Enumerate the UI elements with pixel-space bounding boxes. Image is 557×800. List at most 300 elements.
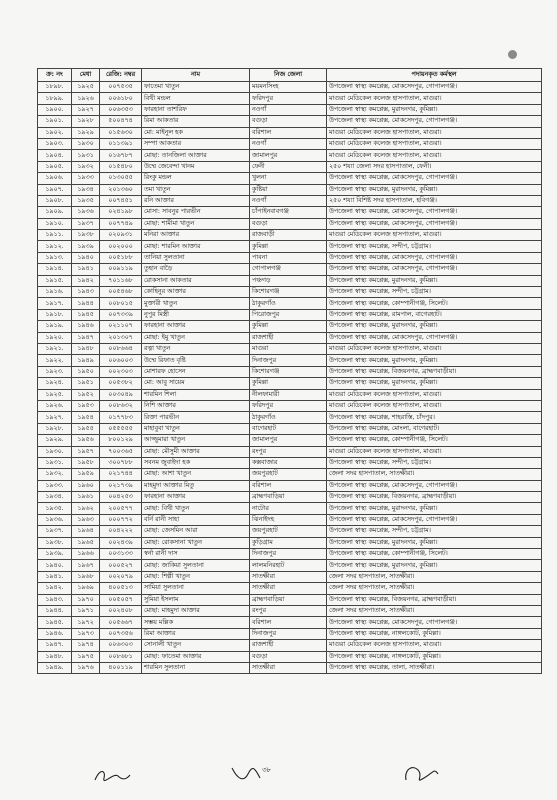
cell-workplace: উপজেলা স্বাস্থ্য কমপ্লেক্স, মোকসেদপুর, গোপালগঞ্জ। [327,480,542,491]
cell-reg-no: ০০৫৬৬৭ [100,617,142,628]
cell-reg-no: ০০২৪৩৯ [100,537,142,548]
cell-workplace: উপজেলা স্বাস্থ্য কমপ্লেক্স, মোকসেদপুর, গোপালগঞ্জ। [327,207,542,218]
cell-merit: ১৯৬১ [72,492,100,503]
cell-home-district: দিনাজপুর [250,628,327,639]
cell-merit: ১৯২৫ [72,82,100,93]
cell-reg-no: ০০৭৩৩৯ [100,309,142,320]
cell-workplace: উপজেলা স্বাস্থ্য কমপ্লেক্স, সন্দীপ, চট্টগ্রাম। [327,241,542,252]
cell-home-district: পিরোজপুর [250,309,327,320]
cell-merit: ১৯৩০ [72,138,100,149]
cell-serial: ১৯৩৬. [38,514,72,525]
cell-merit: ১৯৭০ [72,594,100,605]
cell-name: মোছা: মাহমুদা আক্তার [142,605,250,616]
cell-reg-no: ০০৫৪৬৮ [100,287,142,298]
cell-home-district: কিশোরগঞ্জ [250,366,327,377]
cell-name: মোছা: শারমিন আক্তার [142,241,250,252]
cell-serial: ১৯০৫. [38,161,72,172]
signature-right [400,762,440,788]
cell-serial: ১৯২৯. [38,435,72,446]
cell-merit: ১৯৬৫ [72,537,100,548]
table-row [38,594,542,605]
cell-reg-no: ০২১৭৩৯ [100,480,142,491]
cell-serial: ১৯১৩. [38,252,72,263]
cell-home-district: ঠাকুরগাঁও [250,412,327,423]
cell-reg-no: ০৫৫৫৫৫ [100,423,142,434]
cell-name: সবনম জুবাইদা হক [142,457,250,468]
cell-reg-no: ০০২৪০৮ [100,605,142,616]
table-row [38,435,542,446]
cell-home-district: কুষ্টিয়া [250,184,327,195]
cell-reg-no: ০০৭৪৫১ [100,195,142,206]
cell-merit: ১৯২৮ [72,116,100,127]
cell-workplace: উপজেলা স্বাস্থ্য কমপ্লেক্স, নাঙ্গলকোট, কুমিল্লা। [327,628,542,639]
cell-reg-no: ৭০০৩৬৫ [100,446,142,457]
cell-reg-no: ০১৬৭৮৭ [100,150,142,161]
cell-reg-no: ৭০১১৬৮ [100,275,142,286]
cell-home-district: মাগুরা [250,343,327,354]
cell-home-district: কিশোরগঞ্জ [250,287,327,298]
cell-workplace: উপজেলা স্বাস্থ্য কমপ্লেক্স, মুরাদনগর, কুমিল্লা। [327,537,542,548]
cell-workplace: জেলা সদর হাসপাতাল, সাতক্ষীরা। [327,469,542,480]
cell-workplace: মাগুরা মেডিকেল কলেজ হাসপাতাল, মাগুরা। [327,230,542,241]
cell-serial: ১৯৪৫. [38,617,72,628]
cell-home-district: নাটোর [250,503,327,514]
cell-reg-no: ৪০০১১৯ [100,662,142,673]
table-row [38,93,542,104]
cell-workplace: উপজেলা স্বাস্থ্য কমপ্লেক্স, বিজয়নগর, ব্রাহ্মণবাড়ীয়া। [327,492,542,503]
cell-name: মোছা: ইমু খাতুন [142,332,250,343]
cell-merit: ১৯৩১ [72,150,100,161]
cell-merit: ১৯৩৫ [72,195,100,206]
cell-workplace: উপজেলা স্বাস্থ্য কমপ্লেক্স, মোকসেদপুর, গোপালগঞ্জ। [327,82,542,93]
cell-workplace: উপজেলা স্বাস্থ্য কমপ্লেক্স, মুরাদনগর, কুমিল্লা। [327,184,542,195]
cell-workplace: মাগুরা মেডিকেল কলেজ হাসপাতাল, মাগুরা। [327,150,542,161]
cell-reg-no: ০০৩০৪৯ [100,389,142,400]
header-reg-no: রেজি: নম্বর [100,69,142,82]
cell-name: মোছা: তানজিলা আক্তার [142,150,250,161]
cell-serial: ১৯০৪. [38,150,72,161]
cell-reg-no: ০০৮৬৩২ [100,400,142,411]
cell-workplace: উপজেলা স্বাস্থ্য কমপ্লেক্স, রামপাল, বাগেরহাট। [327,309,542,320]
cell-reg-no: ০০৭৭৪৯ [100,218,142,229]
cell-home-district: পাবনা [250,252,327,263]
cell-serial: ১৯২৪. [38,378,72,389]
cell-reg-no: ০০৮৬৬৪ [100,343,142,354]
cell-merit: ১৯৫২ [72,389,100,400]
cell-workplace: উপজেলা স্বাস্থ্য কমপ্লেক্স, নাঙ্গলকোট, কুমিল্লা। [327,651,542,662]
cell-reg-no: ০০৮৬৮১ [100,651,142,662]
cell-workplace: উপজেলা স্বাস্থ্য কমপ্লেক্স, মুরাদনগর, কুমিল্লা। [327,503,542,514]
cell-home-district: ময়মনসিংহ [250,82,327,93]
cell-name: মোছা: শিল্পী খাতুন [142,571,250,582]
cell-serial: ১৯৪০. [38,560,72,571]
cell-name: সম্ভয় মল্লিক [142,617,250,628]
table-row [38,423,542,434]
cell-home-district: পঞ্চগড় [250,275,327,286]
cell-workplace: উপজেলা স্বাস্থ্য কমপ্লেক্স, বিজয়নগর, ব্রাহ্মণবাড়ীয়া। [327,594,542,605]
cell-reg-no: ০০২০০০ [100,241,142,252]
cell-serial: ১৯২৮. [38,423,72,434]
cell-home-district: রংপুর [250,605,327,616]
cell-serial: ১৯৪৯. [38,662,72,673]
cell-serial: ১৯১৫. [38,275,72,286]
cell-workplace: উপজেলা স্বাস্থ্য কমপ্লেক্স, মোকসেদপুর, গোপালগঞ্জ। [327,116,542,127]
table-row [38,298,542,309]
cell-merit: ১৯৬৭ [72,560,100,571]
table-row [38,628,542,639]
cell-serial: ১৮৯৯. [38,93,72,104]
cell-merit: ১৯৬৩ [72,514,100,525]
cell-merit: ১৯৩২ [72,161,100,172]
cell-name: নুপুর মিস্ত্রী [142,309,250,320]
cell-home-district: রংপুর [250,446,327,457]
cell-reg-no: ০১৩০৫৫ [100,173,142,184]
cell-home-district: বগুড়া [250,116,327,127]
cell-name: মোছা: মৌসুমী আক্তার [142,446,250,457]
cell-home-district: ফেনী [250,161,327,172]
cell-name: সুমিয়া ইসলাম [142,594,250,605]
cell-workplace: উপজেলা স্বাস্থ্য কমপ্লেক্স, সন্দীপ, চট্টগ্রাম। [327,287,542,298]
table-row [38,138,542,149]
cell-workplace: জেলা সদর হাসপাতাল, সাতক্ষীরা। [327,583,542,594]
cell-serial: ১৯১২. [38,241,72,252]
cell-name: সম্পা আকতার [142,138,250,149]
cell-reg-no: ০০২৩০৩ [100,366,142,377]
cell-workplace: উপজেলা স্বাস্থ্য কমপ্লেক্স, মোংলা, বাগেরহাট। [327,423,542,434]
cell-merit: ১৯৫৯ [72,469,100,480]
cell-workplace: উপজেলা স্বাস্থ্য কমপ্লেক্স, মুরাদনগর, কুমিল্লা। [327,321,542,332]
header-workplace: পদায়নকৃত কর্মস্থল [327,69,542,82]
cell-merit: ১৯৪৯ [72,355,100,366]
cell-name: রনি আক্তার [142,195,250,206]
cell-reg-no: ২০১৩০৭ [100,332,142,343]
table-row [38,252,542,263]
cell-serial: ১৯২৩. [38,366,72,377]
cell-serial: ১৯৩৭. [38,526,72,537]
cell-merit: ১৯৬৮ [72,571,100,582]
cell-serial: ১৯০৩. [38,138,72,149]
cell-merit: ১৯৪২ [72,275,100,286]
cell-home-district: নওগাঁ [250,195,327,206]
cell-name: তমা খাতুন [142,184,250,195]
cell-name: ফারহানা আক্তার [142,321,250,332]
cell-reg-no: ৩০০৭৮৮ [100,457,142,468]
cell-merit: ১৯৩৮ [72,230,100,241]
table-row [38,241,542,252]
table-row [38,480,542,491]
signature-area [0,760,557,800]
cell-workplace: জেলা সদর হাসপাতাল, সাতক্ষীরা। [327,571,542,582]
cell-home-district: বরিশাল [250,617,327,628]
cell-name: মনিরা আক্তার [142,230,250,241]
cell-name: মুক্তারী খাতুন [142,298,250,309]
table-row [38,389,542,400]
cell-home-district: বগুড়া [250,218,327,229]
cell-merit: ১৯৭৪ [72,640,100,651]
cell-name: ফারহানা তাশরিফ [142,104,250,115]
cell-home-district: কুড়িগ্রাম [250,537,327,548]
table-row [38,503,542,514]
cell-serial: ১৯৩১. [38,457,72,468]
table-row [38,230,542,241]
cell-name: সোনালী খাতুন [142,640,250,651]
cell-home-district: নওগাঁ [250,138,327,149]
cell-merit: ১৯৪১ [72,264,100,275]
cell-home-district: ফরিদপুর [250,93,327,104]
cell-serial: ১৯৪১. [38,571,72,582]
cell-home-district: কুমিল্লা [250,321,327,332]
table-row [38,195,542,206]
cell-serial: ১৯২২. [38,355,72,366]
cell-serial: ১৯৪৬. [38,628,72,639]
cell-workplace: উপজেলা স্বাস্থ্য কমপ্লেক্স, তালা, সাতক্ষীরা। [327,662,542,673]
table-row [38,161,542,172]
cell-workplace: উপজেলা স্বাস্থ্য কমপ্লেক্স, কোম্পানীগঞ্জ, সিলেট। [327,298,542,309]
table-row [38,116,542,127]
cell-workplace: উপজেলা স্বাস্থ্য কমপ্লেক্স, মুরাদনগর, কুমিল্লা। [327,104,542,115]
cell-home-district: নওগাঁ [250,104,327,115]
cell-serial: ১৯০৮. [38,195,72,206]
cell-serial: ১৯২১. [38,343,72,354]
cell-serial: ১৯২৭. [38,412,72,423]
cell-name: ফারহানা আক্তার [142,492,250,503]
cell-merit: ১৯৬২ [72,503,100,514]
table-row [38,275,542,286]
cell-merit: ১৯৩৪ [72,184,100,195]
cell-reg-no: ০২১৭৪৪ [100,469,142,480]
cell-merit: ১৯৪৬ [72,321,100,332]
cell-workplace: উপজেলা স্বাস্থ্য কমপ্লেক্স, মোকসেদপুর, গোপালগঞ্জ। [327,617,542,628]
cell-workplace: উপজেলা স্বাস্থ্য কমপ্লেক্স, বিজয়নগর, ব্রাহ্মণবাড়ীয়া। [327,366,542,377]
cell-workplace: মাগুরা মেডিকেল কলেজ হাসপাতাল, মাগুরা। [327,343,542,354]
cell-serial: ১৯৪২. [38,583,72,594]
table-row [38,617,542,628]
cell-name: বিথী মন্ডল [142,93,250,104]
cell-workplace: মাগুরা মেডিকেল কলেজ হাসপাতাল, মাগুরা। [327,127,542,138]
cell-name: মোছা: রোকসানা খাতুন [142,537,250,548]
cell-workplace: মাগুরা মেডিকেল কলেজ হাসপাতাল, মাগুরা। [327,446,542,457]
cell-home-district: ব্রাহ্মণবাড়িয়া [250,594,327,605]
cell-reg-no: ০০৮০১৫ [100,298,142,309]
header-home-district: নিজ জেলা [250,69,327,82]
cell-name: মো: আবু সায়েম [142,378,250,389]
cell-serial: ১৯০৯. [38,207,72,218]
cell-name: রিমা আক্তার [142,628,250,639]
cell-serial: ১৯৩২. [38,469,72,480]
cell-serial: ১৯৩৮. [38,537,72,548]
table-row [38,104,542,115]
cell-home-district: দিনাজপুর [250,549,327,560]
cell-workplace: ২৫০ শয্যা জেলা সদর হাসপাতাল, ফেনী। [327,161,542,172]
cell-workplace: মাগুরা মেডিকেল কলেজ হাসপাতাল, মাগুরা। [327,389,542,400]
cell-merit: ১৯৬০ [72,480,100,491]
table-row [38,82,542,93]
cell-reg-no: ০০৩১৩৩ [100,549,142,560]
cell-name: মোছা: ফাতেমা আক্তার [142,651,250,662]
cell-merit: ১৯৪০ [72,252,100,263]
cell-workplace: উপজেলা স্বাস্থ্য কমপ্লেক্স, মোকসেদপুর, গোপালগঞ্জ। [327,252,542,263]
table-row [38,366,542,377]
cell-home-district: দিনাজপুর [250,355,327,366]
cell-home-district: জয়পুরহাট [250,526,327,537]
table-row [38,662,542,673]
cell-reg-no: ০০০৭৭২ [100,514,142,525]
cell-home-district: জামালপুর [250,150,327,161]
cell-serial: ১৯২৫. [38,389,72,400]
cell-name: ফাতেমা খাতুন [142,82,250,93]
header-name: নাম [142,69,250,82]
cell-serial: ১৯১৬. [38,287,72,298]
table-row [38,309,542,320]
posting-table [37,68,542,674]
cell-merit: ১৯৪৮ [72,343,100,354]
cell-serial: ১৯৪৪. [38,605,72,616]
cell-workplace: উপজেলা স্বাস্থ্য কমপ্লেক্স, কোম্পানীগঞ্জ, সিলেট। [327,549,542,560]
cell-workplace: উপজেলা স্বাস্থ্য কমপ্লেক্স, মোকসেদপুর, গোপালগঞ্জ। [327,514,542,525]
cell-name: মাহমুদা আক্তার মিতু [142,480,250,491]
cell-serial: ১৯৩৪. [38,492,72,503]
cell-merit: ১৯৭২ [72,617,100,628]
cell-workplace: উপজেলা স্বাস্থ্য কমপ্লেক্স, মুরাদনগর, কুমিল্লা। [327,378,542,389]
cell-home-district: বরিশাল [250,127,327,138]
cell-home-district: নীলফামারী [250,389,327,400]
cell-home-district: ব্রাহ্মণবাড়িয়া [250,492,327,503]
cell-reg-no: ০০৬৩০৩ [100,640,142,651]
cell-workplace: মাগুরা মেডিকেল কলেজ হাসপাতাল, মাগুরা। [327,400,542,411]
cell-merit: ১৯৫৬ [72,435,100,446]
cell-serial: ১৯০১. [38,116,72,127]
cell-serial: ১৯৪৮. [38,651,72,662]
cell-name: আজ্জুমারা খাতুন [142,435,250,446]
cell-name: মাহাবুবা খাতুন [142,423,250,434]
cell-name: রিমা আকতার [142,116,250,127]
cell-merit: ১৯৪৪ [72,298,100,309]
cell-name: রিক্তা পারভীন [142,412,250,423]
cell-workplace: মাগুরা মেডিকেল কলেজ হাসপাতাল, মাগুরা। [327,93,542,104]
cell-reg-no: ০০৯১১৯ [100,264,142,275]
cell-reg-no: ০০৪২৫৩ [100,492,142,503]
table-body [38,82,542,674]
cell-reg-no: ০০৪২২২ [100,526,142,537]
cell-name: মোছা: বিথী খাতুন [142,503,250,514]
cell-name: তুহান বাড়ৈ [142,264,250,275]
cell-name: শারমিন সুলতানা [142,662,250,673]
cell-name: মোছা: শামীমা খাতুন [142,218,250,229]
cell-home-district: লালমনিরহাট [250,560,327,571]
cell-name: উম্মে জেবেন্দা খানম [142,161,250,172]
cell-reg-no: ০১৭৭৮৩ [100,412,142,423]
cell-merit: ১৯২৯ [72,127,100,138]
cell-merit: ১৯৩৭ [72,218,100,229]
cell-merit: ১৯৭৫ [72,651,100,662]
cell-reg-no: ২০০৫৭৭ [100,503,142,514]
cell-workplace: উপজেলা স্বাস্থ্য কমপ্লেক্স, মুরাদনগর, কুমিল্লা। [327,355,542,366]
cell-home-district: বরিশাল [250,480,327,491]
cell-merit: ১৯৫১ [72,378,100,389]
cell-workplace: উপজেলা স্বাস্থ্য কমপ্লেক্স, মোকসেদপুর, গোপালগঞ্জ। [327,264,542,275]
cell-reg-no: ০০২০৭৯ [100,571,142,582]
cell-merit: ১৯৭১ [72,605,100,616]
cell-serial: ১৯০২. [38,127,72,138]
cell-serial: ১৯০৭. [38,184,72,195]
cell-reg-no: ০২১১০৭ [100,321,142,332]
cell-reg-no: ০০৬১৮০ [100,93,142,104]
cell-serial: ১৯১৯. [38,321,72,332]
table-row [38,583,542,594]
signature-middle [228,762,264,786]
cell-merit: ১৯২৭ [72,104,100,115]
table-row [38,571,542,582]
cell-reg-no: ০০৫১৮৮ [100,252,142,263]
cell-home-district: কুমিল্লা [250,378,327,389]
table-header-row [38,69,542,82]
header-merit: মেধা [72,69,100,82]
cell-name: তানিয়া সুলতানা [142,252,250,263]
cell-workplace: মাগুরা মেডিকেল কলেজ হাসপাতাল, মাগুরা। [327,640,542,651]
cell-workplace: উপজেলা স্বাস্থ্য কমপ্লেক্স, মোকসেদপুর, গোপালগঞ্জ। [327,173,542,184]
table-row [38,412,542,423]
table-row [38,127,542,138]
table-row [38,640,542,651]
table-row [38,549,542,560]
table-row [38,537,542,548]
cell-home-district: বগুড়া [250,651,327,662]
cell-workplace: উপজেলা স্বাস্থ্য কমপ্লেক্স, মোকসেদপুর, গোপালগঞ্জ। [327,218,542,229]
cell-reg-no: ০০০৫২৭ [100,560,142,571]
cell-merit: ১৯৬৯ [72,583,100,594]
cell-home-district: ঝিনাইদহ [250,514,327,525]
cell-home-district: সাতক্ষীরা [250,571,327,582]
cell-home-district: জয়পুরহাট [250,469,327,480]
cell-workplace: ২৫০ শয্যা বিশিষ্ট সদর হাসপাতাল, হবিগঞ্জ। [327,195,542,206]
cell-home-district: রাজশাহী [250,640,327,651]
cell-reg-no: ০০৭৫৩৫ [100,82,142,93]
cell-serial: ১৯৩৫. [38,503,72,514]
cell-name: মোছা: আশা খাতুন [142,469,250,480]
cell-workplace: উপজেলা স্বাস্থ্য কমপ্লেক্স, মোকসেদপুর, গোপালগঞ্জ। [327,332,542,343]
cell-name: মোছা: জেসমিন আরা [142,526,250,537]
table-row [38,560,542,571]
table-row [38,173,542,184]
cell-name: রত্না খাতুন [142,343,250,354]
page-number: ৩৮ [262,766,272,774]
cell-merit: ১৯৩৬ [72,207,100,218]
cell-serial: ১৯৩৯. [38,549,72,560]
cell-reg-no: ৪০০৫১৩ [100,583,142,594]
table-row [38,492,542,503]
table-row [38,287,542,298]
cell-merit: ১৯৩৯ [72,241,100,252]
cell-serial: ১৯১৮. [38,309,72,320]
cell-merit: ১৯২৬ [72,93,100,104]
cell-serial: ১৯৩০. [38,446,72,457]
cell-merit: ১৯৭৬ [72,662,100,673]
cell-workplace: জেলা সদর হাসপাতাল, সাতক্ষীরা। [327,605,542,616]
cell-reg-no: ২০১৩৬০ [100,184,142,195]
cell-reg-no: ০২৪১৯৮ [100,207,142,218]
header-serial: ক্র: নং [38,69,72,82]
cell-workplace: উপজেলা স্বাস্থ্য কমপ্লেক্স, মুরাদনগর, কুমিল্লা। [327,275,542,286]
cell-home-district: খুলনা [250,173,327,184]
cell-serial: ১৯০৬. [38,173,72,184]
cell-workplace: উপজেলা স্বাস্থ্য কমপ্লেক্স, শাহরাস্তি, চাঁদপুর। [327,412,542,423]
cell-serial: ১৯১৪. [38,264,72,275]
cell-serial: ১৯১১. [38,230,72,241]
table-row [38,400,542,411]
cell-serial: ১৯২৬. [38,400,72,411]
cell-home-district: রাজবাড়ী [250,230,327,241]
cell-name: সামিয়া সুলতানা [142,583,250,594]
